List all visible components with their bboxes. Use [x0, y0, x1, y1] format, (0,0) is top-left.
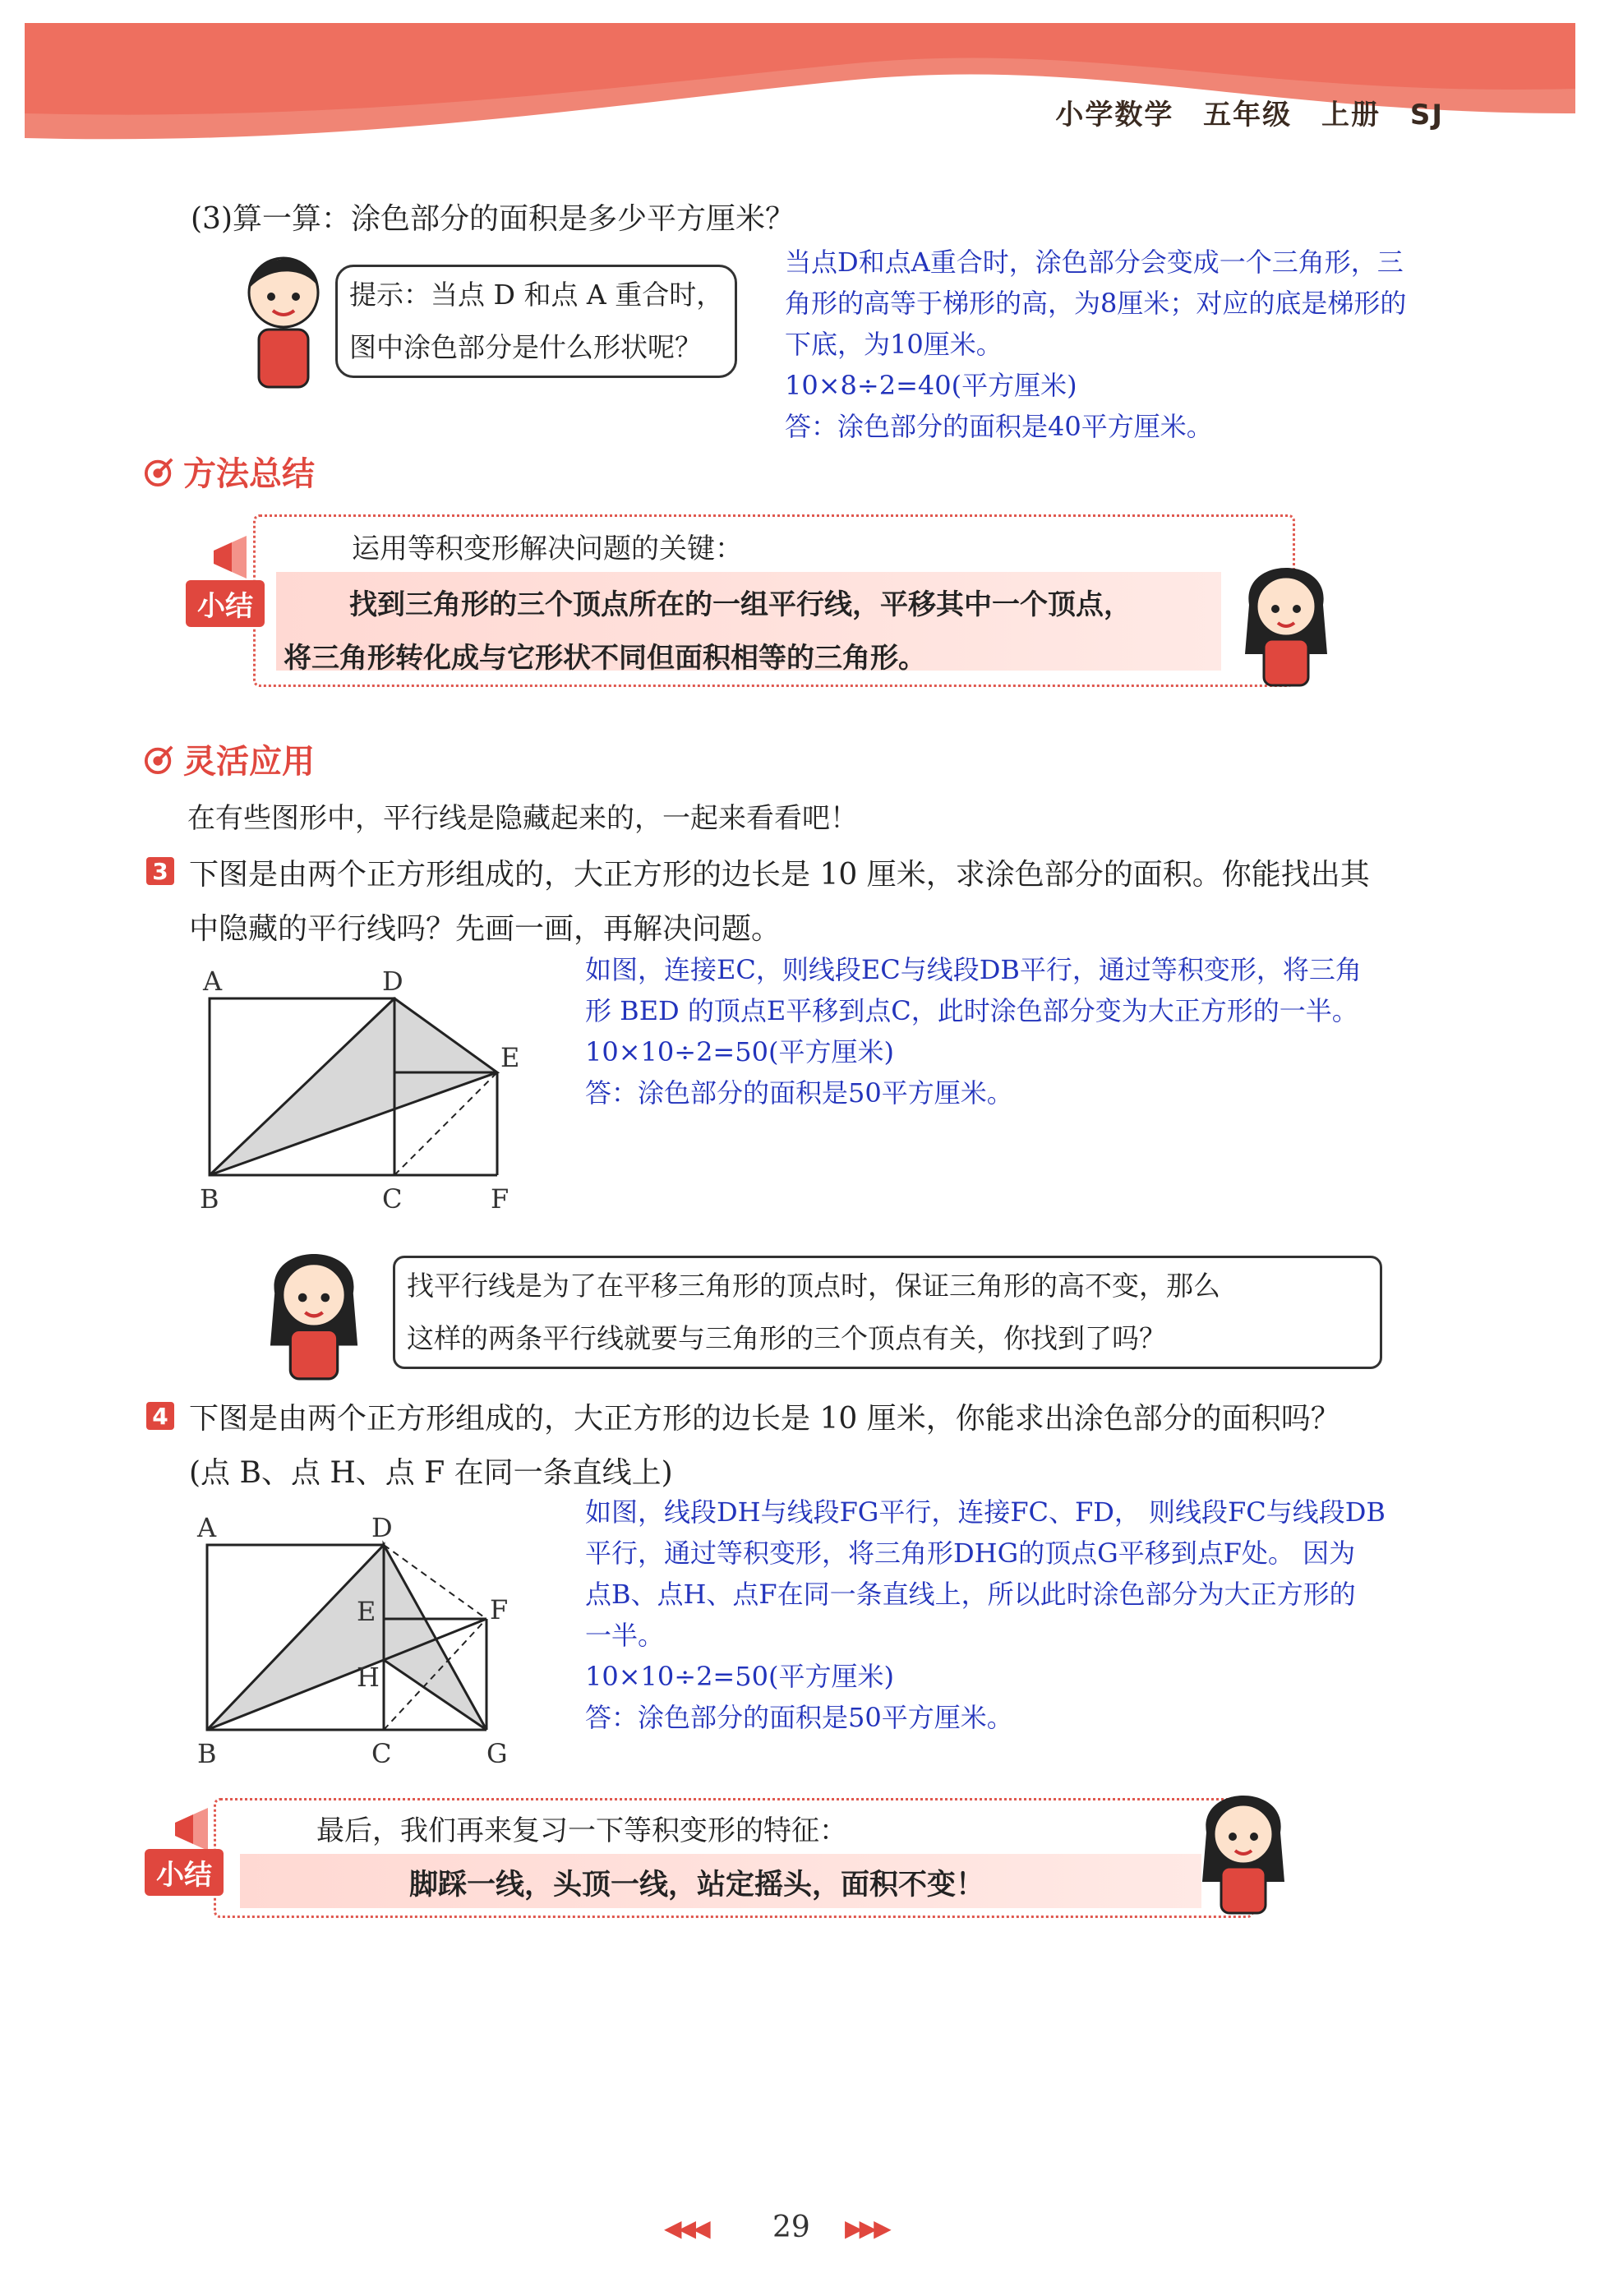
header-edition: SJ: [1409, 99, 1444, 131]
tip-line-1: 找平行线是为了在平移三角形的顶点时，保证三角形的高不变，那么: [407, 1270, 1220, 1302]
header-volume: 上册: [1321, 99, 1381, 131]
question-4-answer: [585, 1491, 1386, 1738]
shaded-triangle-dhg: [384, 1545, 486, 1730]
boy-illustration: [238, 243, 329, 391]
target-icon: [144, 456, 175, 487]
label-d: D: [382, 966, 403, 997]
question-3-tip-bubble: [393, 1256, 1382, 1369]
answer-line: 角形的高等于梯形的高，为8厘米；对应的底是梯形的: [785, 288, 1407, 319]
answer-line: 如图，连接EC，则线段EC与线段DB平行，通过等积变形，将三角: [585, 954, 1362, 985]
question-4-figure: [182, 1504, 528, 1775]
label-e: E: [357, 1596, 376, 1627]
method-line-2: 将三角形转化成与它形状不同但面积相等的三角形。: [284, 642, 926, 675]
page-number: 29: [772, 2211, 810, 2244]
answer-line: 形 BED 的顶点E平移到点C，此时涂色部分变为大正方形的一半。: [585, 995, 1358, 1026]
answer-line: 10×8÷2=40(平方厘米): [785, 370, 1077, 401]
footer-right-arrows: ▶▶▶: [845, 2215, 888, 2242]
girl-illustration: [1190, 1783, 1297, 1915]
megaphone-icon: [207, 533, 256, 582]
answer-line: 如图，线段DH与线段FG平行，连接FC、FD， 则线段FC与线段DB: [585, 1496, 1386, 1528]
header-subject: 小学数学: [1055, 99, 1174, 131]
hint-line-2: 图中涂色部分是什么形状呢？: [349, 331, 702, 363]
question-3-line-2: 中隐藏的平行线吗？先画一画，再解决问题。: [189, 912, 782, 946]
question-4-line-1: 下图是由两个正方形组成的，大正方形的边长是 10 厘米，你能求出涂色部分的面积吗？: [189, 1402, 1340, 1436]
question-3-line-1: 下图是由两个正方形组成的，大正方形的边长是 10 厘米，求涂色部分的面积。你能找出其: [189, 858, 1370, 892]
megaphone-icon: [168, 1805, 218, 1854]
shaded-triangle-bdh: [207, 1545, 384, 1730]
apply-intro: 在有些图形中，平行线是隐藏起来的，一起来看看吧！: [187, 802, 858, 835]
label-d: D: [371, 1512, 393, 1543]
method-summary-tag: 小结: [186, 580, 265, 627]
label-b: B: [197, 1738, 217, 1769]
target-icon: [144, 744, 175, 775]
final-rule: 脚踩一线，头顶一线，站定摇头，面积不变！: [409, 1869, 985, 1902]
final-summary-tag: 小结: [145, 1849, 224, 1896]
label-h: H: [357, 1662, 380, 1693]
apply-title: 灵活应用: [183, 743, 315, 781]
answer-line: 平行，通过等积变形，将三角形DHG的顶点G平移到点F处。 因为: [585, 1538, 1356, 1569]
label-f: F: [491, 1183, 510, 1215]
label-c: C: [382, 1183, 403, 1215]
answer-line: 10×10÷2=50(平方厘米): [585, 1036, 894, 1067]
part3-answer: [785, 242, 1406, 447]
answer-line: 答：涂色部分的面积是50平方厘米。: [585, 1077, 1013, 1109]
question-3-figure: [185, 961, 530, 1216]
part3-hint-bubble: [335, 265, 737, 378]
girl-illustration: [256, 1241, 371, 1381]
answer-line: 点B、点H、点F在同一条直线上，所以此时涂色部分为大正方形的: [585, 1579, 1356, 1610]
method-title: 方法总结: [183, 455, 315, 493]
question-3-answer: [585, 949, 1362, 1113]
shaded-triangle-bed: [210, 998, 497, 1175]
hint-line-1: 提示：当点 D 和点 A 重合时，: [349, 279, 724, 311]
girl-illustration: [1233, 556, 1339, 687]
question-3-badge: 3: [146, 857, 174, 885]
question-4-line-2: (点 B、点 H、点 F 在同一条直线上): [189, 1456, 673, 1490]
answer-line: 下底，为10厘米。: [785, 329, 1003, 360]
part3-question: (3)算一算：涂色部分的面积是多少平方厘米？: [191, 202, 795, 236]
question-4-badge: 4: [146, 1402, 174, 1430]
footer-left-arrows: ◀◀◀: [664, 2215, 708, 2242]
answer-line: 一半。: [585, 1620, 665, 1651]
method-intro: 运用等积变形解决问题的关键：: [352, 533, 743, 565]
method-line-1: 找到三角形的三个顶点所在的一组平行线，平移其中一个顶点，: [349, 588, 1132, 621]
header-grade: 五年级: [1203, 99, 1293, 131]
label-a: A: [203, 966, 223, 997]
label-e: E: [500, 1042, 520, 1073]
header-info: [1055, 92, 1444, 132]
label-f: F: [490, 1594, 509, 1625]
tip-line-2: 这样的两条平行线就要与三角形的三个顶点有关，你找到了吗？: [407, 1322, 1166, 1354]
label-b: B: [200, 1183, 219, 1215]
answer-line: 当点D和点A重合时，涂色部分会变成一个三角形，三: [785, 247, 1404, 278]
answer-line: 答：涂色部分的面积是50平方厘米。: [585, 1702, 1013, 1733]
final-intro: 最后，我们再来复习一下等积变形的特征：: [316, 1814, 847, 1847]
label-a: A: [197, 1512, 217, 1543]
method-section-title: [144, 448, 315, 495]
label-c: C: [371, 1738, 392, 1769]
label-g: G: [486, 1738, 508, 1769]
answer-line: 10×10÷2=50(平方厘米): [585, 1661, 894, 1692]
apply-section-title: [144, 735, 315, 782]
answer-line: 答：涂色部分的面积是40平方厘米。: [785, 411, 1213, 442]
